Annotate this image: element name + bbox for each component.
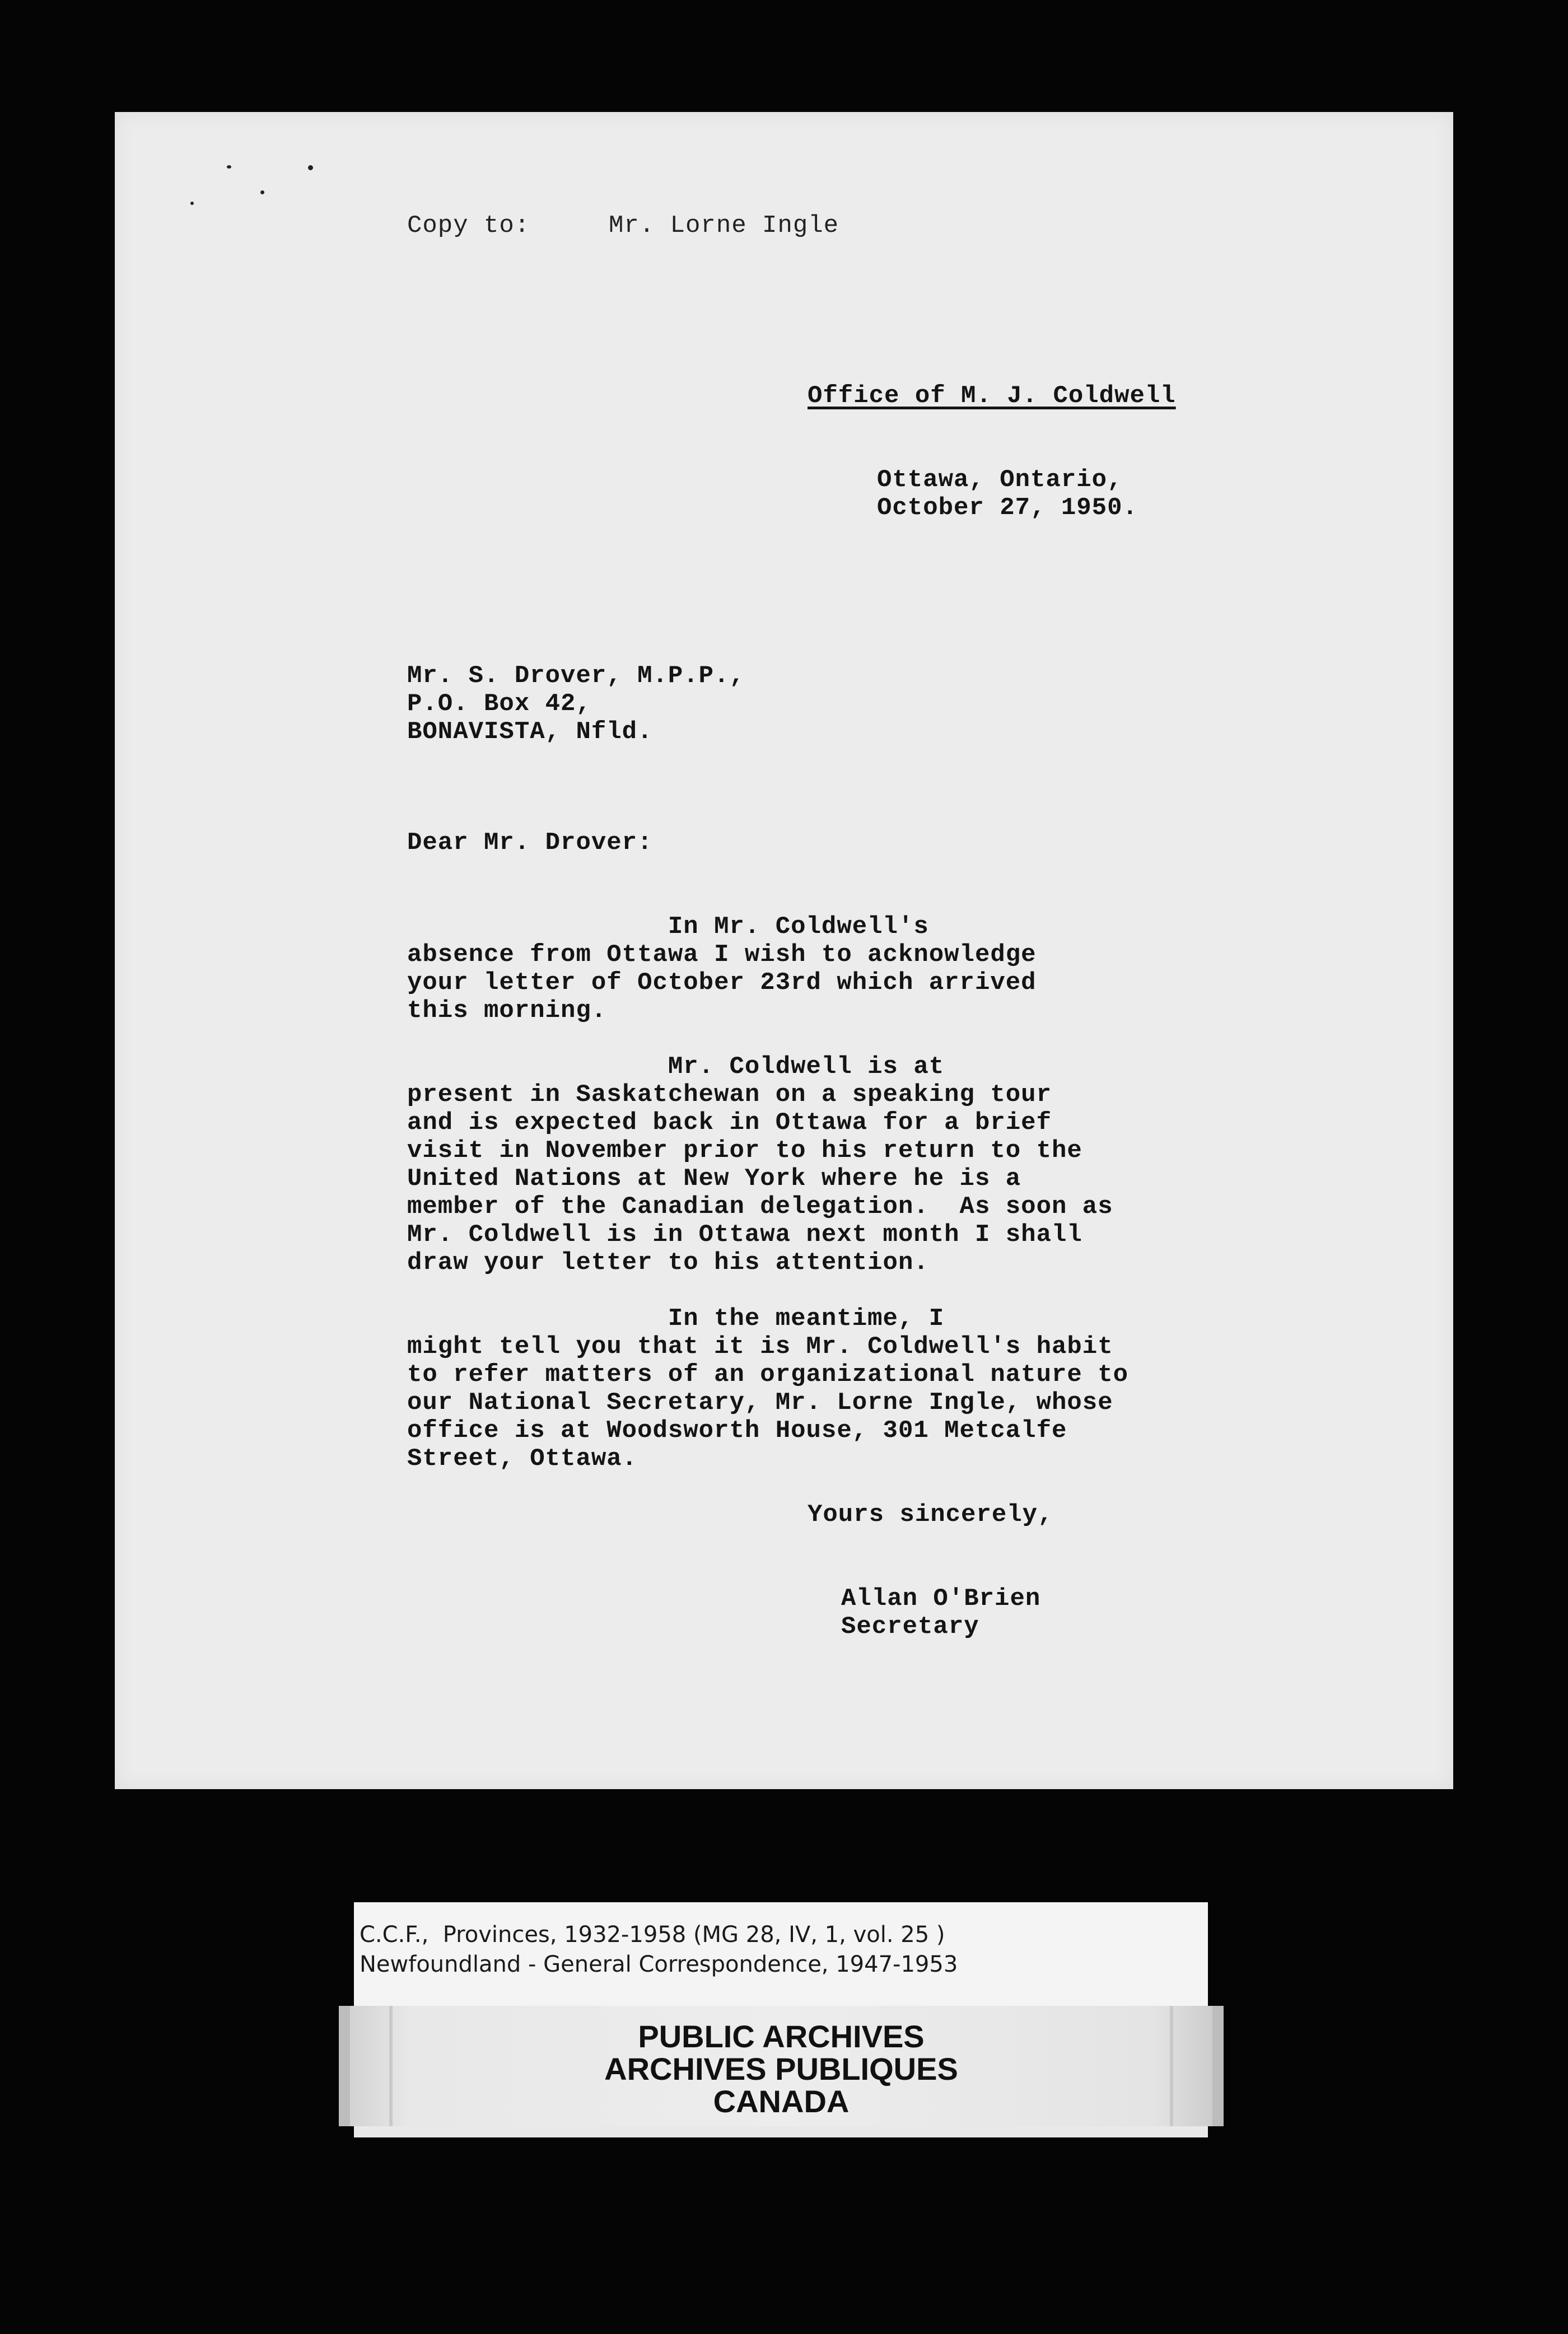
copy-to-name: Mr. Lorne Ingle [609, 212, 839, 240]
speck [308, 165, 313, 170]
office-heading: Office of M. J. Coldwell [808, 382, 1176, 410]
stamp-line: ARCHIVES PUBLIQUES [604, 2051, 958, 2086]
stamp-line: PUBLIC ARCHIVES [638, 2019, 925, 2054]
stamp-line: CANADA [713, 2084, 850, 2119]
paragraph-line: this morning. [407, 997, 607, 1025]
salutation: Dear Mr. Drover: [407, 829, 653, 857]
recipient-address [407, 662, 745, 746]
paragraph-3 [407, 1305, 1128, 1473]
paragraph-line: Street, Ottawa. [407, 1445, 638, 1473]
recipient-line: BONAVISTA, Nfld. [407, 718, 653, 746]
paragraph-line: Mr. Coldwell is at [407, 1053, 945, 1081]
recipient-line: Mr. S. Drover, M.P.P., [407, 662, 745, 690]
paragraph-line: to refer matters of an organizational nature to [407, 1361, 1129, 1389]
speck [227, 165, 231, 169]
archive-reference-line: C.C.F., Provinces, 1932-1958 (MG 28, IV, 1, vol. 25 ) [360, 1922, 945, 1948]
signer-title: Secretary [841, 1613, 979, 1641]
label-strip [354, 2126, 1208, 2137]
speck [190, 202, 194, 205]
letter-place: Ottawa, Ontario, [877, 466, 1123, 494]
paragraph-line: In the meantime, I [407, 1305, 945, 1333]
paragraph-line: visit in November prior to his return to the [407, 1137, 1082, 1165]
paragraph-line: Mr. Coldwell is in Ottawa next month I shall [407, 1221, 1082, 1249]
signer-name: Allan O'Brien [841, 1585, 1041, 1613]
paragraph-line: present in Saskatchewan on a speaking tour [407, 1081, 1052, 1109]
archive-reference-label [354, 1902, 1208, 2006]
paragraph-2 [407, 1053, 1113, 1277]
paragraph-line: office is at Woodsworth House, 301 Metcalfe [407, 1417, 1067, 1445]
paragraph-line: your letter of October 23rd which arrived [407, 969, 1037, 997]
paragraph-line: In Mr. Coldwell's [407, 913, 929, 941]
paragraph-line: United Nations at New York where he is a [407, 1165, 1021, 1193]
paragraph-line: member of the Canadian delegation. As soon as [407, 1193, 1113, 1221]
paragraph-line: might tell you that it is Mr. Coldwell's habit [407, 1333, 1113, 1361]
paragraph-line: absence from Ottawa I wish to acknowledge [407, 941, 1037, 969]
paragraph-line: and is expected back in Ottawa for a brief [407, 1109, 1052, 1137]
speck [260, 190, 264, 194]
copy-to-label: Copy to: [407, 212, 530, 240]
letter-date: October 27, 1950. [877, 494, 1138, 522]
paragraph-1 [407, 913, 1037, 1025]
paragraph-line: draw your letter to his attention. [407, 1249, 929, 1277]
paragraph-line: our National Secretary, Mr. Lorne Ingle, whose [407, 1389, 1113, 1417]
closing: Yours sincerely, [808, 1501, 1053, 1529]
archive-reference-line: Newfoundland - General Correspondence, 1947-1953 [360, 1952, 958, 1977]
signature-block [841, 1585, 1040, 1641]
archives-stamp [339, 2006, 1224, 2126]
recipient-line: P.O. Box 42, [407, 690, 591, 718]
letter-sheet [115, 112, 1453, 1789]
